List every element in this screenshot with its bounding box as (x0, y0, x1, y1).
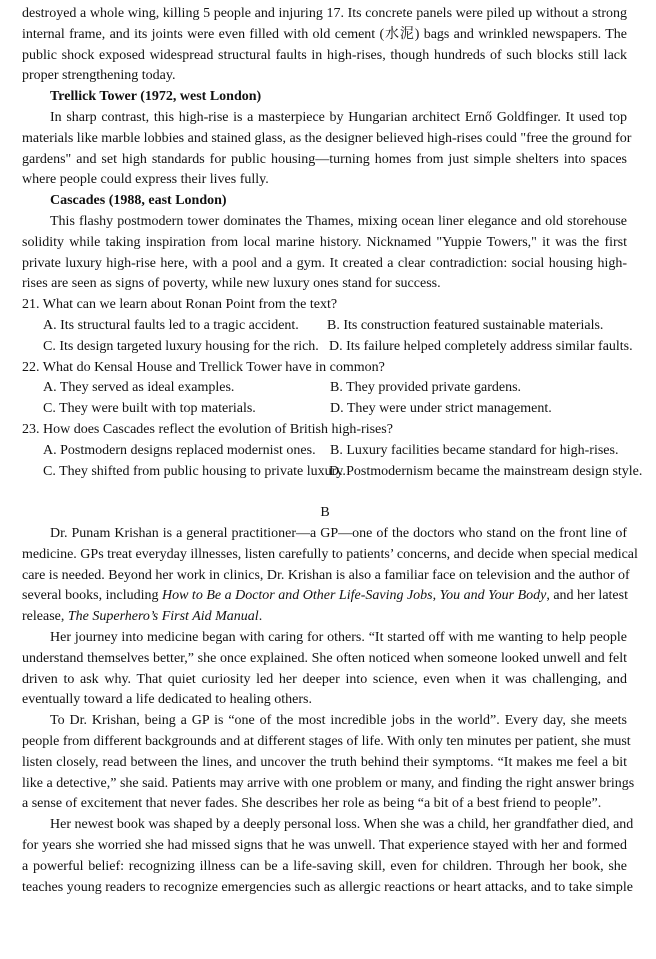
section-label: B (320, 505, 330, 521)
option-a[interactable]: A. Postmodern designs replaced modernist ones. (43, 442, 316, 458)
text-line: proper strengthening today. (22, 68, 176, 84)
option-row (43, 399, 627, 420)
book-title: You and Your Body (439, 588, 547, 604)
text-line: care is needed. Beyond her work in clinics, Dr. Krishan is also a familiar face on television and the author of (22, 567, 630, 583)
trellick-tower-heading: Trellick Tower (1972, west London) (50, 89, 262, 105)
text-line: listen closely, read between the lines, and uncover the truth behind their symptoms. “It makes me feel a bit (22, 754, 627, 770)
book-title: The Superhero’s First Aid Manual (67, 609, 259, 625)
text-line (22, 607, 627, 628)
text-line: eventually toward a life dedicated to healing others. (22, 692, 313, 708)
option-row (43, 316, 627, 337)
text-line: destroyed a whole wing, killing 5 people and injuring 17. Its concrete panels were piled up without a strong (22, 6, 627, 21)
cascades-heading: Cascades (1988, east London) (50, 193, 227, 209)
option-c[interactable]: C. Its design targeted luxury housing for the rich. (43, 338, 319, 354)
text-line: public shock exposed widespread structural faults in high-rises, though hundreds of such blocks still lack (22, 47, 627, 63)
option-row (43, 462, 643, 483)
text-line: gardens" and set high standards for public housing—turning homes from just simple shelters into spaces (22, 151, 627, 167)
text-line: In sharp contrast, this high-rise is a masterpiece by Hungarian architect Ernő Goldfinger. It used top (50, 110, 627, 125)
option-row (43, 378, 627, 399)
option-b[interactable]: B. They provided private gardens. (330, 380, 522, 396)
question-stem: 22. What do Kensal House and Trellick Tower have in common? (22, 359, 385, 375)
option-a[interactable]: A. Its structural faults led to a tragic accident. (43, 318, 299, 333)
text-line: rises are seen as signs of poverty, while new luxury ones stand for success. (22, 276, 441, 292)
option-a[interactable]: A. They served as ideal examples. (43, 380, 235, 396)
text-line: a sense of excitement that never fades. She describes her role as being “a bit of a best friend to people”. (22, 796, 602, 812)
text-run: release, (22, 609, 68, 625)
text-line (22, 586, 627, 607)
text-run: several books, including (22, 588, 162, 604)
text-line: Her newest book was shaped by a deeply personal loss. When she was a child, her grandfather died, and (50, 817, 634, 833)
text-line: This flashy postmodern tower dominates the Thames, mixing ocean liner elegance and old storehouse (50, 214, 627, 229)
option-c[interactable]: C. They shifted from public housing to private luxury. (43, 463, 346, 479)
text-line: medicine. GPs treat everyday illnesses, listen carefully to patients’ concerns, and decide when special medical (22, 546, 638, 562)
option-b[interactable]: B. Its construction featured sustainable materials. (327, 318, 604, 333)
option-d[interactable]: D. Postmodernism became the mainstream design style. (329, 463, 643, 479)
option-b[interactable]: B. Luxury facilities became standard for high-rises. (330, 442, 619, 458)
text-line: private luxury high-rise here, with a pool and a gym. It created a clear contradiction: social housing high- (22, 255, 627, 271)
option-row (43, 337, 633, 358)
text-line: where people could express their lives fully. (22, 172, 269, 188)
text-line: internal frame, and its joints were even filled with old cement (水泥) bags and wrinkled newspapers. The (22, 26, 627, 42)
text-line: like a detective,” she said. Patients may arrive with one problem or many, and finding the right answer brings (22, 775, 635, 791)
text-run: , and her latest (546, 588, 628, 604)
book-title: How to Be a Doctor and Other Life-Saving Jobs (161, 588, 433, 604)
text-line: driven to ask why. That quiet curiosity led her deeper into science, even when it was challenging, and (22, 671, 627, 687)
text-line: solidity while taking inspiration from local marine history. Nicknamed "Yuppie Towers," it was the first (22, 234, 627, 250)
option-c[interactable]: C. They were built with top materials. (43, 401, 256, 417)
text-line: teaches young readers to recognize emergencies such as allergic reactions or heart attacks, and to take simple (22, 879, 633, 895)
text-line: understand themselves better,” she once explained. She often noticed when someone looked unwell and felt (22, 650, 627, 666)
text-line: Dr. Punam Krishan is a general practitioner—a GP—one of the doctors who stand on the front line of (50, 526, 627, 541)
text-line: materials like marble lobbies and stained glass, as the designer believed high-rises could "free the ground for (22, 130, 632, 146)
option-d[interactable]: D. They were under strict management. (330, 401, 552, 417)
text-line: people from different backgrounds and at different stages of life. With only ten minutes per patient, she must (22, 734, 631, 749)
option-d[interactable]: D. Its failure helped completely address similar faults. (329, 338, 633, 354)
question-stem: 21. What can we learn about Ronan Point from the text? (22, 297, 338, 313)
question-stem: 23. How does Cascades reflect the evolution of British high-rises? (22, 422, 393, 437)
text-line: a powerful belief: recognizing illness can be a life-saving skill, even for children. Through her book, she (22, 858, 627, 874)
text-run: , (432, 588, 440, 604)
text-line: Her journey into medicine began with caring for others. “It started off with me wanting to help people (50, 630, 627, 645)
option-row (43, 441, 627, 462)
text-run: . (258, 609, 263, 625)
text-line: for years she worried she had missed signs that he was unwell. That experience stayed with her and formed (22, 838, 627, 853)
text-line: To Dr. Krishan, being a GP is “one of the most incredible jobs in the world”. Every day, she meets (50, 713, 627, 729)
